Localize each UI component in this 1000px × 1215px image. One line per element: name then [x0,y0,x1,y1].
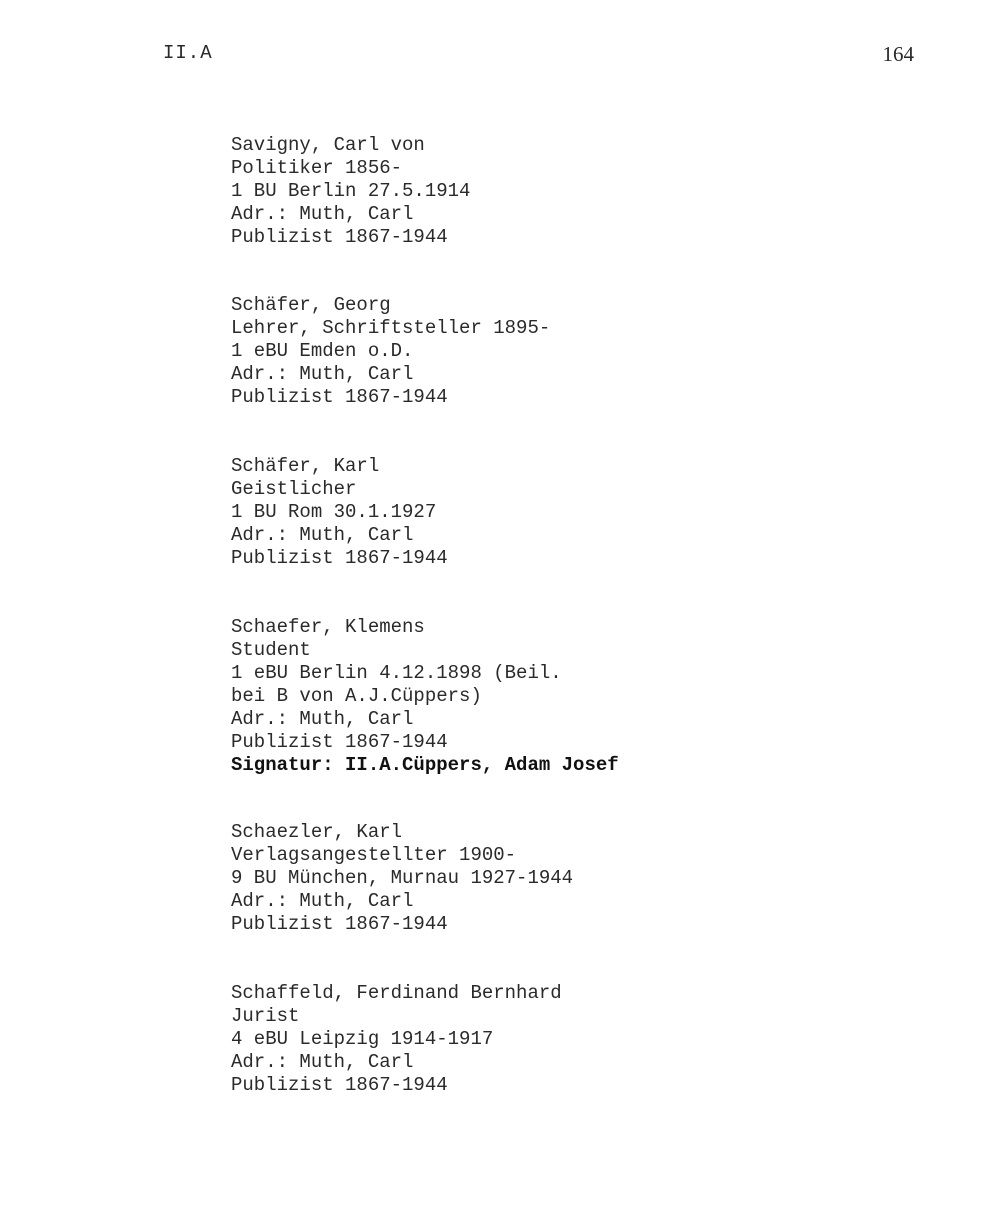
entry-name: Schaffeld, Ferdinand Bernhard [231,982,562,1004]
entry-letters: 1 eBU Emden o.D. [231,340,414,362]
entry-name: Schäfer, Karl [231,455,380,477]
entry-name: Schäfer, Georg [231,294,391,316]
entry-occupation: Politiker 1856- [231,157,403,179]
entry-schaefer-karl [231,455,448,570]
entry-schaefer-georg [231,294,550,409]
entry-addressee: Adr.: Muth, Carl [231,524,414,546]
entry-letters: 4 eBU Leipzig 1914-1917 [231,1028,494,1050]
entry-occupation: Jurist [231,1005,300,1027]
entry-addressee-info: Publizist 1867-1944 [231,731,448,753]
entry-letters: 1 BU Rom 30.1.1927 [231,501,437,523]
entry-schaezler [231,821,573,936]
entry-addressee-info: Publizist 1867-1944 [231,1074,448,1096]
page-number: 164 [882,42,914,66]
entry-schaefer-klemens [231,616,619,777]
entry-name: Schaezler, Karl [231,821,403,843]
entry-occupation: Geistlicher [231,478,357,500]
entry-letters: 1 BU Berlin 27.5.1914 [231,180,471,202]
entry-name: Savigny, Carl von [231,134,425,156]
entry-addressee: Adr.: Muth, Carl [231,1051,414,1073]
entry-addressee-info: Publizist 1867-1944 [231,547,448,569]
entry-occupation: Verlagsangestellter 1900- [231,844,517,866]
entry-letters-continuation: bei B von A.J.Cüppers) [231,685,482,707]
entry-addressee: Adr.: Muth, Carl [231,890,414,912]
entry-occupation: Student [231,639,311,661]
section-label: II.A [163,42,213,64]
entry-occupation: Lehrer, Schriftsteller 1895- [231,317,551,339]
entry-letters: 1 eBU Berlin 4.12.1898 (Beil. [231,662,562,684]
entry-savigny [231,134,470,249]
entry-signature: Signatur: II.A.Cüppers, Adam Josef [231,754,619,776]
entry-name: Schaefer, Klemens [231,616,425,638]
entry-addressee-info: Publizist 1867-1944 [231,226,448,248]
entry-letters: 9 BU München, Murnau 1927-1944 [231,867,574,889]
entry-addressee: Adr.: Muth, Carl [231,708,414,730]
entry-addressee: Adr.: Muth, Carl [231,363,414,385]
entry-addressee-info: Publizist 1867-1944 [231,913,448,935]
entry-addressee: Adr.: Muth, Carl [231,203,414,225]
entry-schaffeld [231,982,562,1097]
entry-addressee-info: Publizist 1867-1944 [231,386,448,408]
